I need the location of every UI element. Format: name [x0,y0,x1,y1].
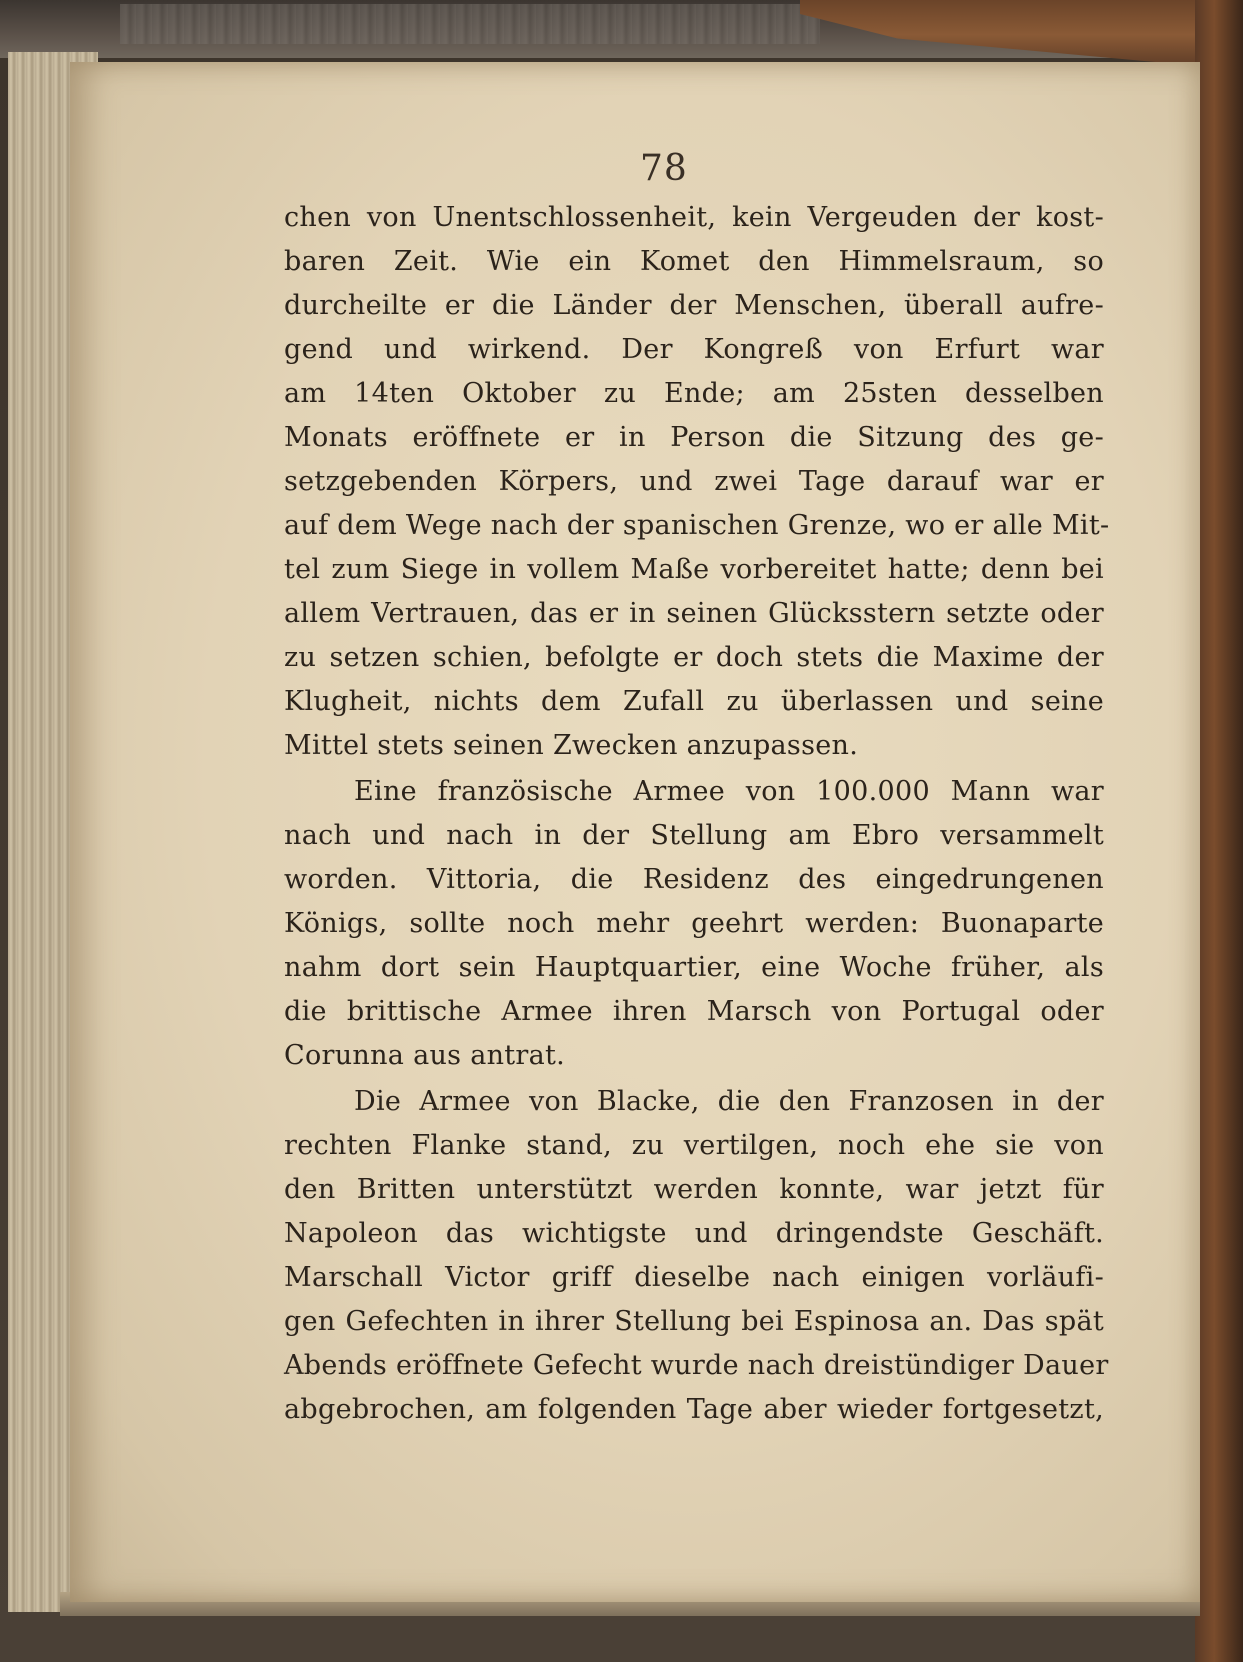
text-line: rechten Flanke stand, zu vertilgen, noch ehe sie von [284,1130,1104,1161]
text-line: baren Zeit. Wie ein Komet den Himmelsraum, so [284,246,1104,277]
text-line: chen von Unentschlossenheit, kein Vergeuden der kost- [284,202,1104,233]
text-line: tel zum Siege in vollem Maße vorbereitet hatte; denn bei [284,554,1104,585]
text-line: Die Armee von Blacke, die den Franzosen in der [354,1086,1104,1117]
text-line: Königs, sollte noch mehr geehrt werden: Buonaparte [284,908,1104,939]
page-number: 78 [640,148,688,189]
text-line: die brittische Armee ihren Marsch von Portugal oder [284,996,1104,1027]
text-line: allem Vertrauen, das er in seinen Glücksstern setzte oder [284,598,1104,629]
text-line: gend und wirkend. Der Kongreß von Erfurt war [284,334,1104,365]
text-line: zu setzen schien, befolgte er doch stets die Maxime der [284,642,1104,673]
leather-binding-edge [1195,0,1243,1662]
text-line: abgebrochen, am folgenden Tage aber wieder fortgesetzt, [284,1394,1104,1425]
text-line: am 14ten Oktober zu Ende; am 25sten desselben [284,378,1104,409]
text-line: Mittel stets seinen Zwecken anzupassen. [284,730,859,761]
text-line: Marschall Victor griff dieselbe nach einigen vorläufi- [284,1262,1104,1293]
text-line: setzgebenden Körpers, und zwei Tage darauf war er [284,466,1104,497]
cover-texture [120,4,820,44]
text-line: Abends eröffnete Gefecht wurde nach dreistündiger Dauer [284,1350,1109,1381]
text-line: Napoleon das wichtigste und dringendste Geschäft. [284,1218,1104,1249]
text-line: Klugheit, nichts dem Zufall zu überlassen und seine [284,686,1104,717]
text-line: nach und nach in der Stellung am Ebro versammelt [284,820,1104,851]
text-line: worden. Vittoria, die Residenz des eingedrungenen [284,864,1104,895]
text-line: Corunna aus antrat. [284,1040,566,1071]
text-line: auf dem Wege nach der spanischen Grenze, wo er alle Mit- [284,510,1110,541]
text-line: den Britten unterstützt werden konnte, war jetzt für [284,1174,1104,1205]
text-line: Monats eröffnete er in Person die Sitzung des ge- [284,422,1104,453]
text-line: Eine französische Armee von 100.000 Mann war [354,776,1104,807]
text-line: gen Gefechten in ihrer Stellung bei Espinosa an. Das spät [284,1306,1104,1337]
text-line: nahm dort sein Hauptquartier, eine Woche früher, als [284,952,1104,983]
text-line: durcheilte er die Länder der Menschen, überall aufre- [284,290,1104,321]
